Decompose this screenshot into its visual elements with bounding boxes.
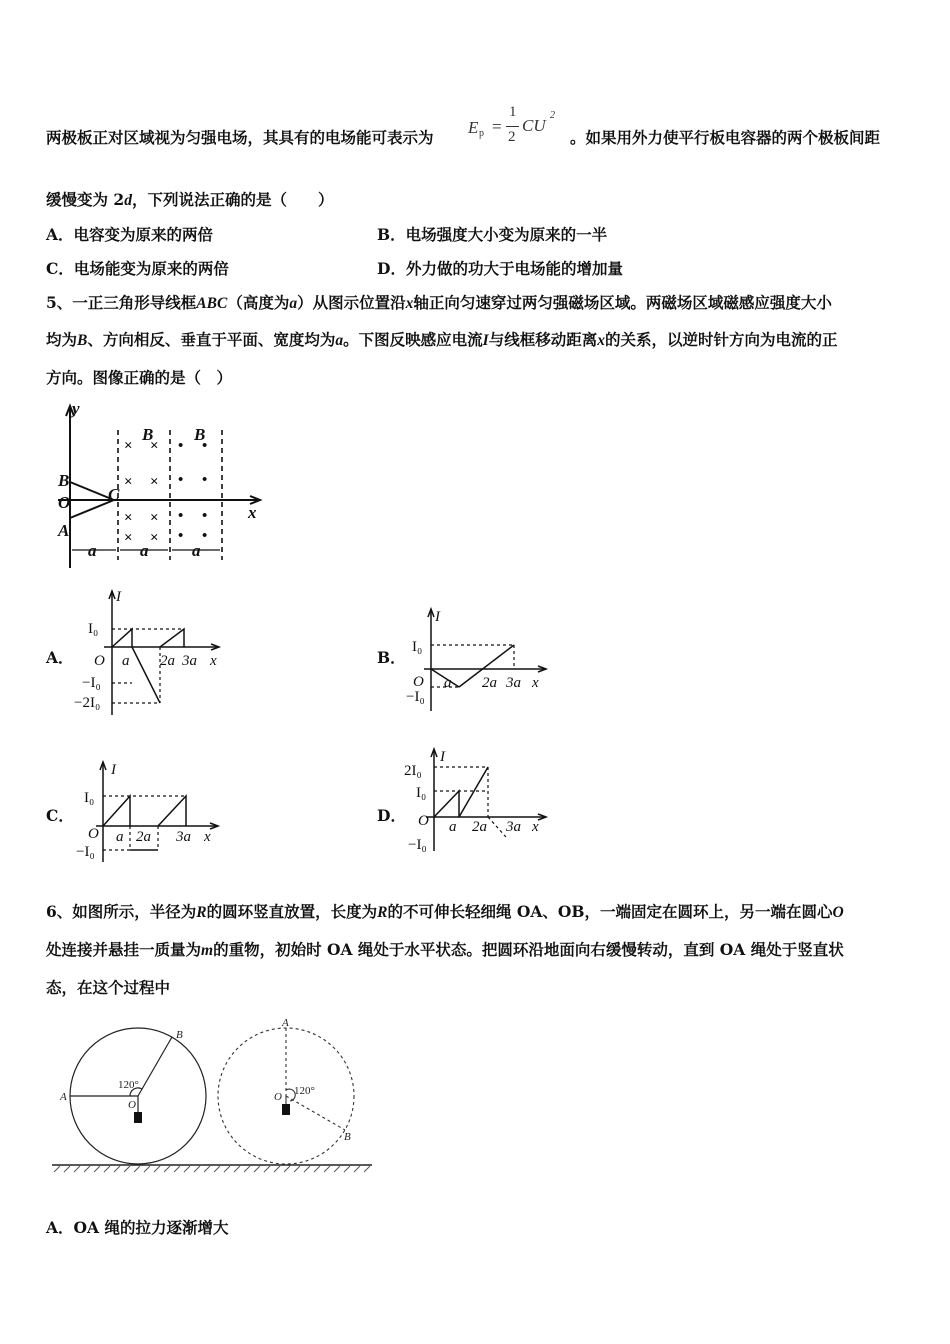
q6-l1-c: 的不可伸长轻细绳 OA、OB，一端固定在圆环上，另一端在圆心 (387, 902, 833, 921)
q6-option-a[interactable]: A．OA 绳的拉力逐渐增大 (46, 1218, 229, 1237)
tick-2i0: 2I₀ (404, 763, 422, 779)
q5-l1-abc: ABC (196, 295, 228, 312)
cross-mark: × (124, 530, 133, 546)
q5-line1 (46, 293, 832, 314)
q5-graph-b[interactable] (404, 605, 554, 715)
tick-i0: I₀ (88, 621, 99, 637)
q5-l1-c: ）从图示位置沿 (297, 293, 406, 312)
q4-line2-a: 缓慢变为 2 (46, 190, 125, 209)
formula-e: E (468, 118, 479, 137)
formula-eq: = (492, 117, 502, 136)
q4-line2 (46, 190, 333, 211)
fig-width-a2: a (140, 541, 149, 560)
fig-vertex-c: C (108, 485, 120, 504)
q6-l2-m: m (201, 942, 214, 959)
tick-2a: 2a (136, 829, 151, 845)
q5-option-d[interactable]: D． (377, 806, 406, 825)
q5-graph-d[interactable] (404, 745, 554, 853)
q5-option-b[interactable]: B． (377, 648, 406, 667)
tick-3a: 3a (506, 675, 521, 691)
fig-field-b1: B (142, 425, 154, 444)
q4-line2-b: ，下列说法正确的是（ ） (131, 190, 334, 209)
q5-l2-c: 。下图反映感应电流 (343, 330, 483, 349)
cross-mark: × (124, 510, 133, 526)
q6-l1-a: 6、如图所示，半径为 (46, 902, 197, 921)
tick-i0: I₀ (416, 785, 427, 801)
ring1-angle: 120° (118, 1079, 139, 1091)
tick-i0: I₀ (84, 790, 95, 806)
tick-neg-i0: −I₀ (82, 675, 101, 691)
tick-2a: 2a (160, 653, 175, 669)
q6-l1-R2: R (377, 904, 388, 921)
tick-neg-2i0: −2I₀ (74, 695, 101, 711)
fig-field-b2: B (194, 425, 206, 444)
dot-mark: • (202, 508, 208, 524)
cross-mark: × (150, 438, 159, 454)
tick-2a: 2a (472, 819, 487, 835)
cross-mark: × (124, 474, 133, 490)
q6-l1-R: R (196, 904, 207, 921)
tick-a: a (116, 829, 124, 845)
cross-mark: × (150, 474, 159, 490)
origin-o: O (418, 813, 429, 829)
dot-mark: • (178, 472, 184, 488)
tick-3a: 3a (176, 829, 191, 845)
q5-l2-I: I (482, 332, 489, 349)
tick-neg-i0: −I₀ (76, 844, 95, 860)
q5-l2-x: x (597, 332, 605, 349)
formula-num: 1 (509, 104, 517, 120)
q5-l2-d: 与线框移动距离 (488, 330, 598, 349)
q5-l2-a-var: a (335, 332, 344, 349)
tick-neg-i0: −I₀ (408, 837, 427, 853)
fig-width-a1: a (88, 541, 97, 560)
q5-graph-c[interactable] (76, 758, 226, 868)
q5-l2-a: 均为 (46, 330, 78, 349)
tick-3a: 3a (506, 819, 521, 835)
fig-vertex-a: A (58, 521, 70, 540)
ring2-label-b: B (344, 1131, 351, 1143)
origin-o: O (94, 653, 105, 669)
q5-l2-b: 、方向相反、垂直于平面、宽度均为 (87, 330, 336, 349)
tick-2a: 2a (482, 675, 497, 691)
dot-mark: • (178, 508, 184, 524)
q5-l1-a-var: a (289, 295, 298, 312)
q4-text-b: 。如果用外力使平行板电容器的两个极板间距 (570, 128, 881, 147)
origin-o: O (413, 674, 424, 690)
ring1-label-o: O (128, 1099, 136, 1111)
axis-x: x (210, 653, 217, 669)
q6-l1-O: O (832, 904, 844, 921)
tick-i0: I₀ (412, 639, 423, 655)
dot-mark: • (178, 438, 184, 454)
q6-l2-b: 的重物，初始时 OA 绳处于水平状态。把圆环沿地面向右缓慢转动，直到 OA 绳处于竖直状 (213, 940, 844, 959)
dot-mark: • (178, 528, 184, 544)
q5-l1-x: x (405, 295, 414, 312)
cross-mark: × (124, 438, 133, 454)
formula-sup: 2 (550, 110, 555, 121)
ring2-label-a: A (282, 1017, 289, 1029)
axis-x: x (532, 819, 539, 835)
axis-x: x (204, 829, 211, 845)
axis-i: I (440, 749, 445, 765)
axis-i: I (435, 609, 440, 625)
dot-mark: • (202, 528, 208, 544)
ring1-label-a: A (60, 1091, 67, 1103)
tick-a: a (444, 675, 452, 691)
q4-option-a[interactable]: A．电容变为原来的两倍 (46, 225, 214, 244)
q5-line2 (46, 330, 837, 351)
axis-i: I (111, 762, 116, 778)
dot-mark: • (202, 472, 208, 488)
q6-line2 (46, 940, 844, 961)
fig-x-label: x (248, 503, 257, 522)
q5-option-c[interactable]: C． (46, 806, 74, 825)
q5-l1-d: 轴正向匀速穿过两匀强磁场区域。两磁场区域磁感应强度大小 (413, 293, 832, 312)
formula-sub: p (479, 128, 484, 139)
q4-option-d[interactable]: D．外力做的功大于电场能的增加量 (377, 259, 623, 278)
ring1-label-b: B (176, 1029, 183, 1041)
q5-l2-e: 的关系，以逆时针方向为电流的正 (604, 330, 838, 349)
q5-graph-a[interactable] (74, 585, 234, 720)
tick-neg-i0: −I₀ (406, 689, 425, 705)
ring2-angle: 120° (294, 1085, 315, 1097)
q4-option-c[interactable]: C．电场能变为原来的两倍 (46, 259, 229, 278)
fig-y-label: y (72, 399, 80, 418)
axis-i: I (116, 589, 121, 605)
fig-origin: O (58, 493, 71, 512)
axis-x: x (532, 675, 539, 691)
ring2-label-o: O (274, 1091, 282, 1103)
cross-mark: × (150, 510, 159, 526)
q4-line1-pre (46, 128, 434, 148)
q5-option-a[interactable]: A． (46, 648, 74, 667)
q4-var-d: d (124, 192, 132, 209)
cross-mark: × (150, 530, 159, 546)
q6-ring-figure (50, 1012, 375, 1177)
q4-line1-post (570, 128, 880, 148)
tick-a: a (449, 819, 457, 835)
q5-line3: 方向。图像正确的是（ ） (46, 368, 233, 387)
q6-l1-b: 的圆环竖直放置，长度为 (206, 902, 378, 921)
fig-vertex-b: B (58, 471, 70, 490)
q5-field-figure (50, 400, 270, 570)
fig-width-a3: a (192, 541, 201, 560)
q5-l1-a: 5、一正三角形导线框 (46, 293, 197, 312)
dot-mark: • (202, 438, 208, 454)
formula-den: 2 (508, 129, 516, 145)
q4-option-b[interactable]: B．电场强度大小变为原来的一半 (377, 225, 608, 244)
energy-formula (468, 104, 568, 154)
q6-line1 (46, 902, 844, 923)
q6-l2-a: 处连接并悬挂一质量为 (46, 940, 202, 959)
q4-text-a: 两极板正对区域视为匀强电场，其具有的电场能可表示为 (46, 128, 434, 147)
tick-3a: 3a (182, 653, 197, 669)
origin-o: O (88, 826, 99, 842)
q5-l2-B: B (77, 332, 88, 349)
formula-cu: CU (522, 116, 546, 135)
q6-line3: 态，在这个过程中 (46, 978, 171, 997)
tick-a: a (122, 653, 130, 669)
q5-l1-b: （高度为 (227, 293, 290, 312)
